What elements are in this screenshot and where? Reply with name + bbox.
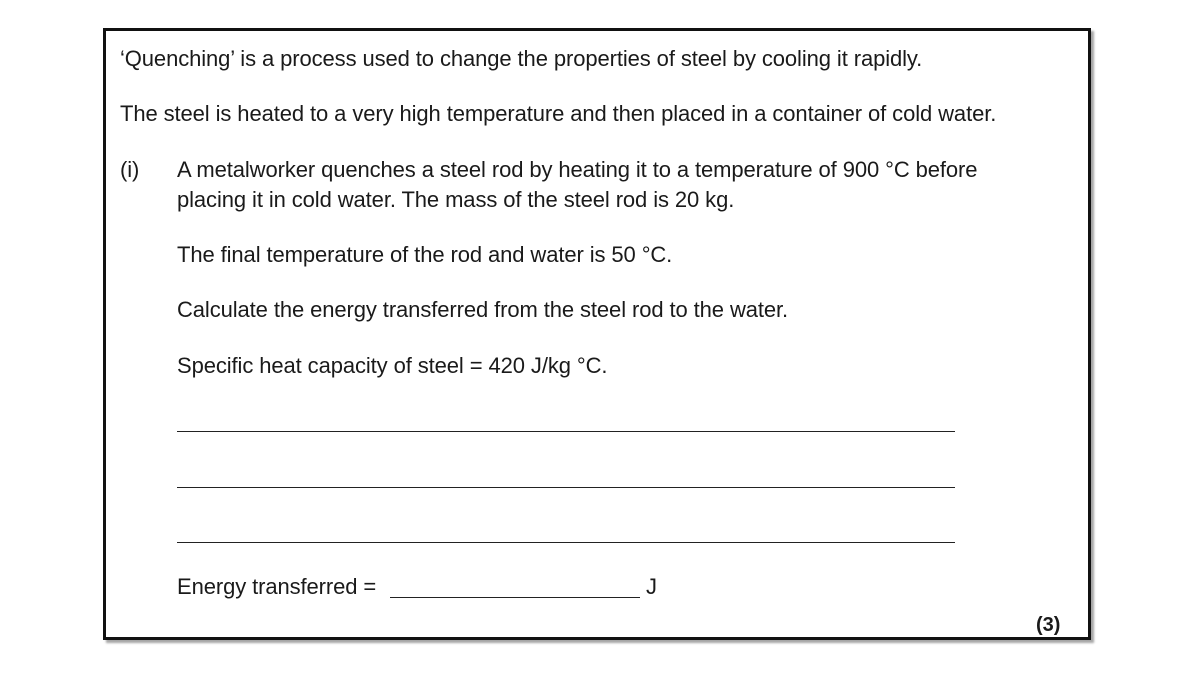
given-data-text: Specific heat capacity of steel = 420 J/kg °C. xyxy=(177,353,608,378)
part-label: (i) xyxy=(120,157,140,182)
part-text-line-2: placing it in cold water. The mass of the steel rod is 20 kg. xyxy=(177,187,735,212)
part-text-line-1: A metalworker quenches a steel rod by heating it to a temperature of 900 °C before xyxy=(177,157,978,182)
working-line-2[interactable] xyxy=(177,487,955,488)
answer-label: Energy transferred = xyxy=(177,574,377,599)
answer-field[interactable] xyxy=(390,597,640,598)
answer-unit: J xyxy=(646,574,657,599)
final-temperature-text: The final temperature of the rod and water is 50 °C. xyxy=(177,242,673,267)
intro-line-1: ‘Quenching’ is a process used to change the properties of steel by cooling it rapidly. xyxy=(120,46,923,71)
instruction-text: Calculate the energy transferred from the steel rod to the water. xyxy=(177,297,789,322)
working-line-1[interactable] xyxy=(177,431,955,432)
intro-line-2: The steel is heated to a very high temperature and then placed in a container of cold water. xyxy=(120,101,997,126)
working-line-3[interactable] xyxy=(177,542,955,543)
question-box xyxy=(103,28,1091,640)
marks-badge: (3) xyxy=(1036,614,1061,636)
